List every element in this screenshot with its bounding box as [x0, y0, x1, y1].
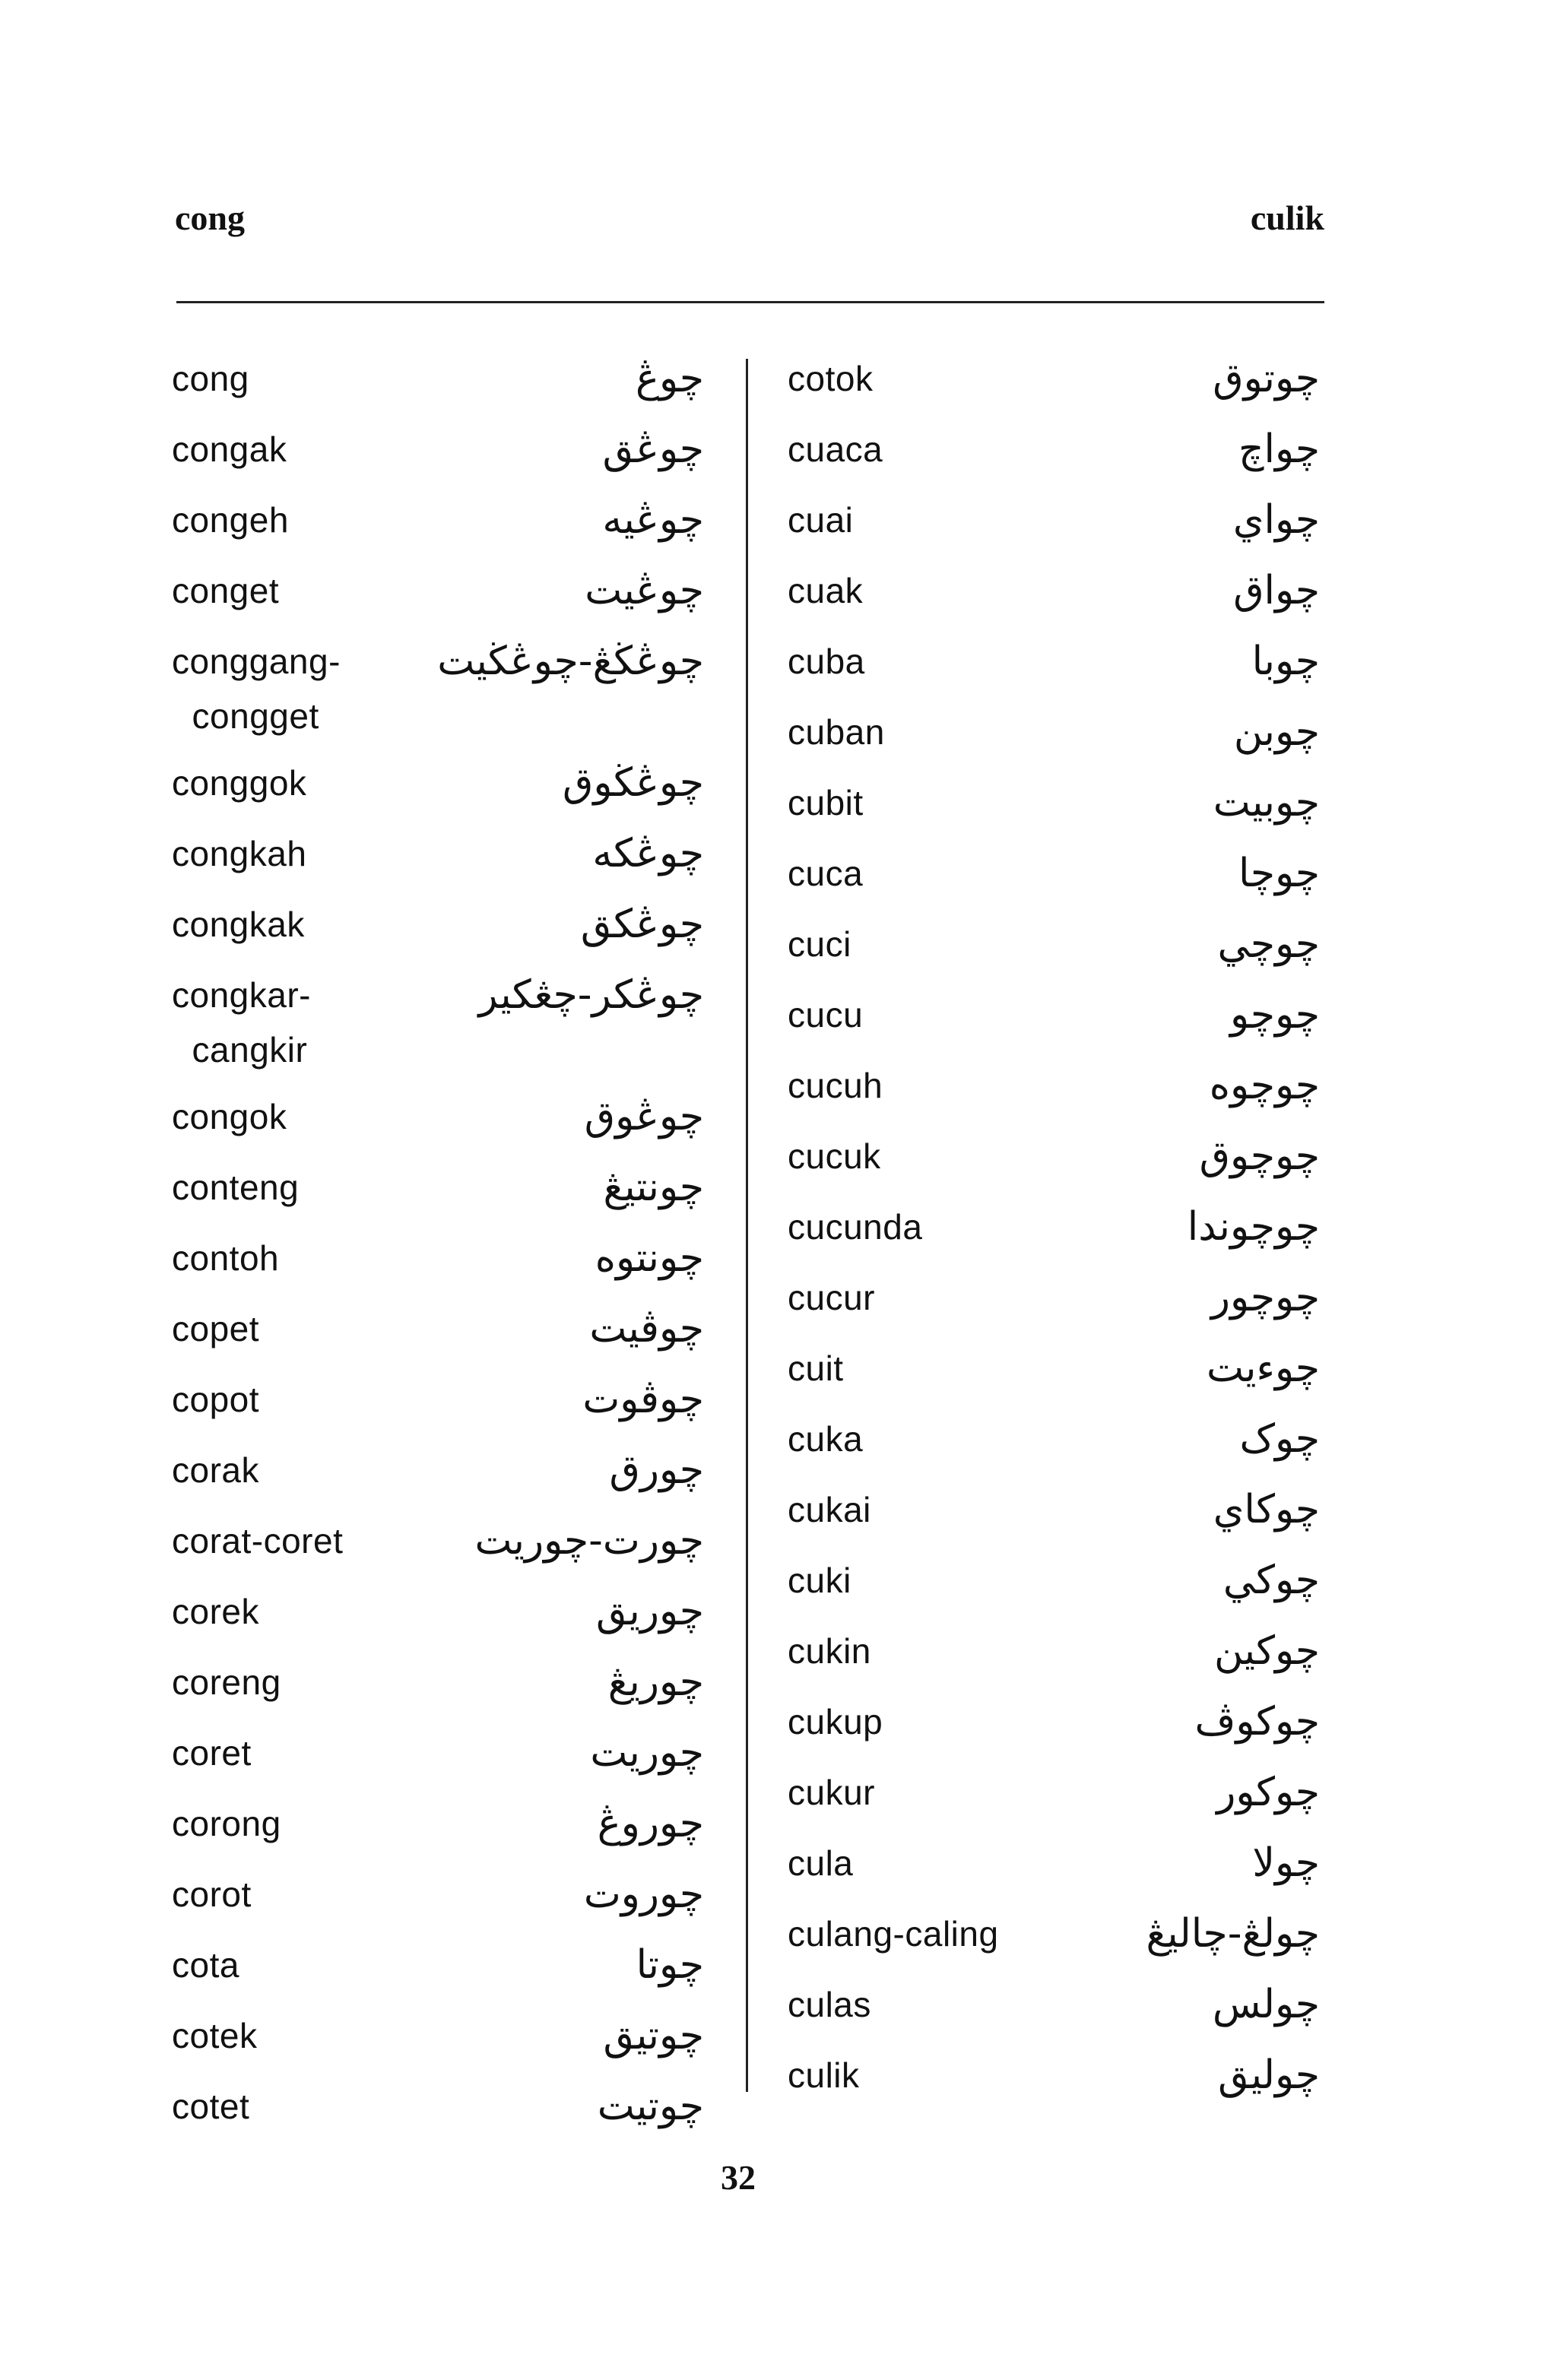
entry-jawi: چوتوق	[1213, 356, 1320, 401]
dictionary-entry	[788, 1129, 1320, 1200]
entry-jawi: چوڠوق	[584, 1094, 704, 1139]
dictionary-entry	[788, 917, 1320, 987]
guide-word-last: culik	[1250, 198, 1324, 237]
entry-rumi: culang-caling	[788, 1914, 999, 1954]
dictionary-entry	[788, 351, 1320, 422]
entry-jawi: چوڤوت	[582, 1377, 704, 1422]
entry-rumi: cuaca	[788, 429, 883, 469]
entry-jawi: چوروڠ	[597, 1801, 704, 1846]
dictionary-entry	[172, 1231, 704, 1301]
entry-rumi: conteng	[172, 1168, 300, 1207]
dictionary-entry	[172, 826, 704, 897]
dictionary-entry	[172, 1796, 704, 1867]
entry-jawi: چوتيت	[597, 2084, 704, 2129]
dictionary-entry	[172, 1301, 704, 1372]
dictionary-entry	[172, 1655, 704, 1726]
entry-rumi: congok	[172, 1097, 287, 1136]
entry-rumi: congkah	[172, 834, 307, 873]
entry-jawi: چوک	[1239, 1416, 1320, 1462]
entry-rumi: culas	[788, 1985, 871, 2024]
entry-rumi: conggok	[172, 763, 307, 803]
dictionary-entry	[788, 1412, 1320, 1482]
entry-rumi: cuki	[788, 1561, 851, 1600]
dictionary-entry	[788, 1624, 1320, 1694]
entry-jawi: چوچور	[1210, 1275, 1320, 1320]
dictionary-entry	[172, 634, 704, 756]
dictionary-entry	[788, 1553, 1320, 1624]
dictionary-entry	[788, 1482, 1320, 1553]
entry-rumi: congak	[172, 429, 287, 469]
entry-rumi: cucuk	[788, 1136, 881, 1176]
entry-rumi: cuca	[788, 854, 864, 893]
entry-jawi: چوکوڤ	[1194, 1699, 1320, 1745]
dictionary-entry	[172, 756, 704, 826]
entry-rumi: cucuh	[788, 1066, 883, 1105]
entry-jawi: چوڠ	[635, 356, 704, 401]
entry-rumi: corong	[172, 1804, 281, 1843]
entry-rumi: copot	[172, 1380, 260, 1419]
dictionary-entry	[172, 1938, 704, 2008]
entry-rumi: cukur	[788, 1773, 875, 1812]
entry-rumi: corat-coret	[172, 1521, 344, 1561]
entry-rumi: cucunda	[788, 1207, 923, 1247]
entry-jawi: چوڠيت	[585, 568, 704, 613]
entry-jawi: چوکاي	[1213, 1487, 1320, 1532]
entry-jawi: چوءيت	[1207, 1345, 1320, 1391]
dictionary-entry	[172, 493, 704, 563]
entry-jawi: چونتيڠ	[603, 1165, 704, 1210]
dictionary-entry	[788, 987, 1320, 1058]
entry-rumi: congkak	[172, 905, 305, 944]
entry-rumi: cuka	[788, 1419, 864, 1459]
dictionary-entry	[172, 897, 704, 968]
dictionary-entry	[172, 563, 704, 634]
right-column	[788, 351, 1320, 2119]
entry-jawi: چونتوه	[595, 1235, 704, 1281]
dictionary-entry	[788, 1765, 1320, 1836]
column-divider	[746, 359, 748, 2092]
dictionary-entry	[172, 2008, 704, 2079]
entry-jawi: چواق	[1233, 568, 1320, 613]
dictionary-entry	[788, 2048, 1320, 2119]
entry-jawi: چوبا	[1251, 639, 1320, 684]
entry-jawi: چوريق	[596, 1589, 704, 1634]
entry-rumi: cotok	[788, 359, 874, 398]
entry-jawi: چوڤيت	[589, 1306, 704, 1352]
entry-jawi: چوڠق	[602, 426, 704, 472]
dictionary-entry	[172, 1372, 704, 1443]
entry-rumi: cubit	[788, 783, 864, 822]
dictionary-entry	[172, 351, 704, 422]
entry-rumi: congeh	[172, 500, 289, 540]
dictionary-entry	[172, 1160, 704, 1231]
entry-jawi: چوکي	[1222, 1558, 1320, 1603]
entry-rumi: corak	[172, 1450, 259, 1490]
entry-rumi: corot	[172, 1875, 252, 1914]
dictionary-entry	[788, 1058, 1320, 1129]
entry-jawi: چواي	[1232, 497, 1320, 543]
dictionary-entry	[788, 846, 1320, 917]
entry-rumi: conget	[172, 571, 280, 610]
entry-rumi: coret	[172, 1733, 252, 1773]
entry-jawi: چوڠڬوق	[563, 760, 704, 806]
entry-rumi: corek	[172, 1592, 259, 1631]
dictionary-entry	[788, 422, 1320, 493]
entry-jawi: چولس	[1212, 1982, 1320, 2027]
dictionary-entry	[172, 422, 704, 493]
entry-jawi: چوچو	[1229, 992, 1320, 1038]
entry-jawi: چوتا	[636, 1942, 704, 1988]
entry-jawi: چوچوندا	[1187, 1204, 1320, 1250]
left-column	[172, 351, 704, 2150]
entry-jawi: چوچوه	[1209, 1063, 1320, 1108]
dictionary-entry	[788, 1977, 1320, 2048]
dictionary-entry	[788, 634, 1320, 705]
entry-rumi: cukai	[788, 1490, 871, 1529]
entry-jawi: چولا	[1252, 1840, 1320, 1886]
entry-rumi: cucur	[788, 1278, 875, 1317]
dictionary-entry	[172, 1443, 704, 1513]
entry-jawi: چوڠکر-چڠکير	[478, 972, 704, 1018]
entry-rumi: cuai	[788, 500, 854, 540]
entry-rumi: contoh	[172, 1238, 280, 1278]
entry-jawi: چوريڠ	[607, 1659, 704, 1705]
entry-jawi: چوروت	[583, 1871, 704, 1917]
entry-rumi: cula	[788, 1843, 854, 1883]
entry-jawi: چوبيت	[1213, 780, 1320, 826]
entry-rumi: cukin	[788, 1631, 871, 1671]
entry-rumi: copet	[172, 1309, 260, 1348]
dictionary-entry	[788, 1341, 1320, 1412]
entry-rumi: conggang- congget	[172, 642, 341, 736]
entry-jawi: چوڠکق	[580, 902, 704, 947]
entry-rumi: cong	[172, 359, 249, 398]
entry-rumi: cotet	[172, 2087, 250, 2126]
dictionary-entry	[172, 2079, 704, 2150]
entry-rumi: cucu	[788, 995, 864, 1035]
dictionary-entry	[788, 1200, 1320, 1270]
entry-jawi: چوڠکه	[592, 831, 704, 876]
dictionary-entry	[788, 493, 1320, 563]
dictionary-entry	[788, 705, 1320, 775]
entry-rumi: cuba	[788, 642, 865, 681]
entry-jawi: چوليق	[1218, 2052, 1320, 2098]
dictionary-entry	[172, 1513, 704, 1584]
dictionary-entry	[172, 1584, 704, 1655]
entry-rumi: cota	[172, 1945, 239, 1985]
dictionary-entry	[172, 968, 704, 1089]
entry-jawi: چوڠيه	[602, 497, 704, 543]
entry-jawi: چولڠ-چاليڠ	[1146, 1911, 1320, 1957]
entry-jawi: چوچا	[1238, 851, 1320, 896]
entry-rumi: cotek	[172, 2016, 258, 2055]
dictionary-entry	[172, 1726, 704, 1796]
dictionary-entry	[788, 1694, 1320, 1765]
entry-jawi: چوکين	[1213, 1628, 1320, 1674]
dictionary-entry	[788, 1836, 1320, 1906]
entry-rumi: congkar- cangkir	[172, 975, 311, 1070]
dictionary-entry	[788, 563, 1320, 634]
dictionary-entry	[788, 1906, 1320, 1977]
dictionary-entry	[788, 1270, 1320, 1341]
header-rule	[176, 301, 1324, 303]
dictionary-entry	[172, 1867, 704, 1938]
entry-jawi: چورق	[609, 1447, 704, 1493]
guide-word-first: cong	[175, 198, 245, 237]
dictionary-entry	[172, 1089, 704, 1160]
entry-jawi: چورت-چوريت	[474, 1518, 704, 1564]
entry-jawi: چوريت	[590, 1730, 704, 1776]
entry-jawi: چوچوق	[1199, 1133, 1320, 1179]
entry-rumi: cukup	[788, 1702, 883, 1741]
entry-jawi: چوتيق	[603, 2013, 704, 2058]
entry-rumi: cuci	[788, 924, 851, 964]
entry-rumi: cuit	[788, 1348, 844, 1388]
entry-jawi: چوڠڬڠ-چوڠڬيت	[437, 639, 704, 684]
dictionary-entry	[788, 775, 1320, 846]
entry-jawi: چوچي	[1217, 921, 1320, 967]
entry-rumi: cuak	[788, 571, 864, 610]
page-number: 32	[721, 2158, 756, 2197]
entry-jawi: چوبن	[1233, 709, 1320, 755]
entry-jawi: چوکور	[1216, 1770, 1320, 1815]
entry-jawi: چواچ	[1238, 426, 1320, 472]
entry-rumi: cuban	[788, 712, 885, 752]
entry-rumi: coreng	[172, 1662, 281, 1702]
entry-rumi: culik	[788, 2055, 860, 2095]
